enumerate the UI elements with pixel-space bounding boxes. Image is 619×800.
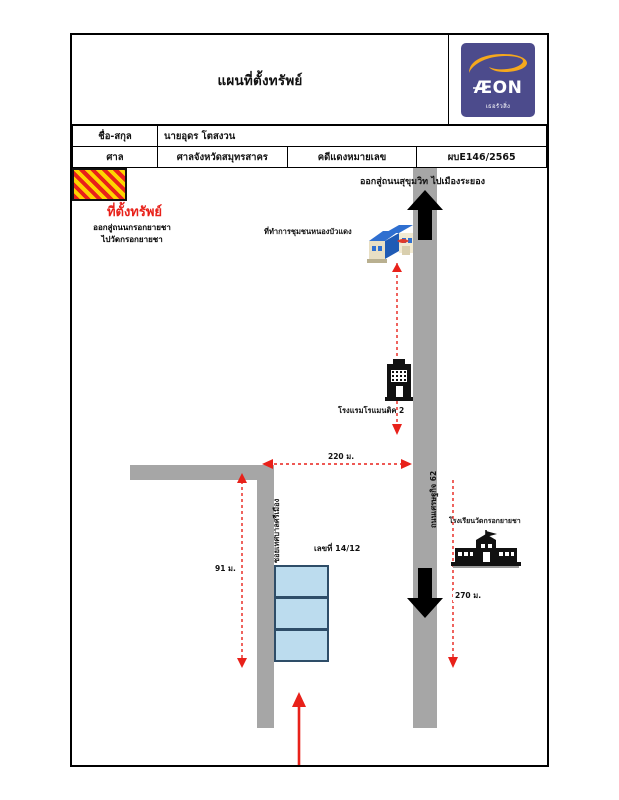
property-pointer-arrow xyxy=(292,692,306,765)
measure-270m xyxy=(445,476,461,668)
location-map xyxy=(72,168,547,765)
road-main-label: ถนนเศรษฐกิจ 62 xyxy=(429,470,438,528)
case-info-table xyxy=(72,125,547,168)
aeon-wordmark xyxy=(461,76,535,98)
road-main-vertical xyxy=(413,168,437,728)
label-court: ศาล xyxy=(73,147,158,168)
label-community-office: ที่ทำการชุมชนหนองบัวแดง xyxy=(264,227,352,236)
logo-cell xyxy=(448,35,547,125)
road-soi-label: ซอยเทศบาลศรีเมือง xyxy=(272,498,281,563)
label-hotel: โรงแรมโรแมนติค 2 xyxy=(338,406,405,415)
label-full-name: ชื่อ-สกุล xyxy=(73,126,158,147)
label-case-number: คดีแดงหมายเลข xyxy=(287,147,417,168)
direction-arrow-south xyxy=(407,568,443,618)
distance-91m: 91 ม. xyxy=(215,564,236,573)
svg-text:ÆON: ÆON xyxy=(473,78,523,98)
label-south-exit-line1: ออกสู่ถนนกรอกยายชา xyxy=(93,223,171,232)
distance-220m: 220 ม. xyxy=(328,452,355,461)
hotel-building-icon xyxy=(385,359,413,401)
community-office-building-icon xyxy=(367,223,415,265)
label-north-exit: ออกสู่ถนนสุขุมวิท ไปเมืองระยอง xyxy=(360,177,485,187)
label-property-location: ที่ตั้งทรัพย์ xyxy=(106,205,163,220)
value-case-number: ผบE146/2565 xyxy=(417,147,547,168)
label-school: โรงเรียนวัดกรอกยายชา xyxy=(449,517,521,525)
school-building-icon xyxy=(451,530,521,570)
distance-270m: 270 ม. xyxy=(455,591,482,600)
page-title: แผนที่ตั้งทรัพย์ xyxy=(217,73,303,89)
document-header xyxy=(72,35,547,125)
label-south-exit xyxy=(72,222,192,245)
label-south-exit-line2: ไปวัดกรอกยายชา xyxy=(101,234,163,244)
label-house-number: เลขที่ 14/12 xyxy=(314,544,361,553)
aeon-logo xyxy=(461,43,535,117)
table-row-court xyxy=(73,147,547,168)
target-property-block xyxy=(72,168,127,201)
value-full-name: นายอุดร โตสงวน xyxy=(158,126,547,147)
value-court: ศาลจังหวัดสมุทรสาคร xyxy=(158,147,288,168)
aeon-swoosh-icon xyxy=(467,52,529,76)
plot-block-3 xyxy=(274,629,329,662)
plot-block-1 xyxy=(274,565,329,598)
document-frame xyxy=(70,33,549,767)
table-row-name xyxy=(73,126,547,147)
aeon-subtitle: เธอรัวสิ่ง xyxy=(485,103,511,110)
plot-block-2 xyxy=(274,597,329,630)
